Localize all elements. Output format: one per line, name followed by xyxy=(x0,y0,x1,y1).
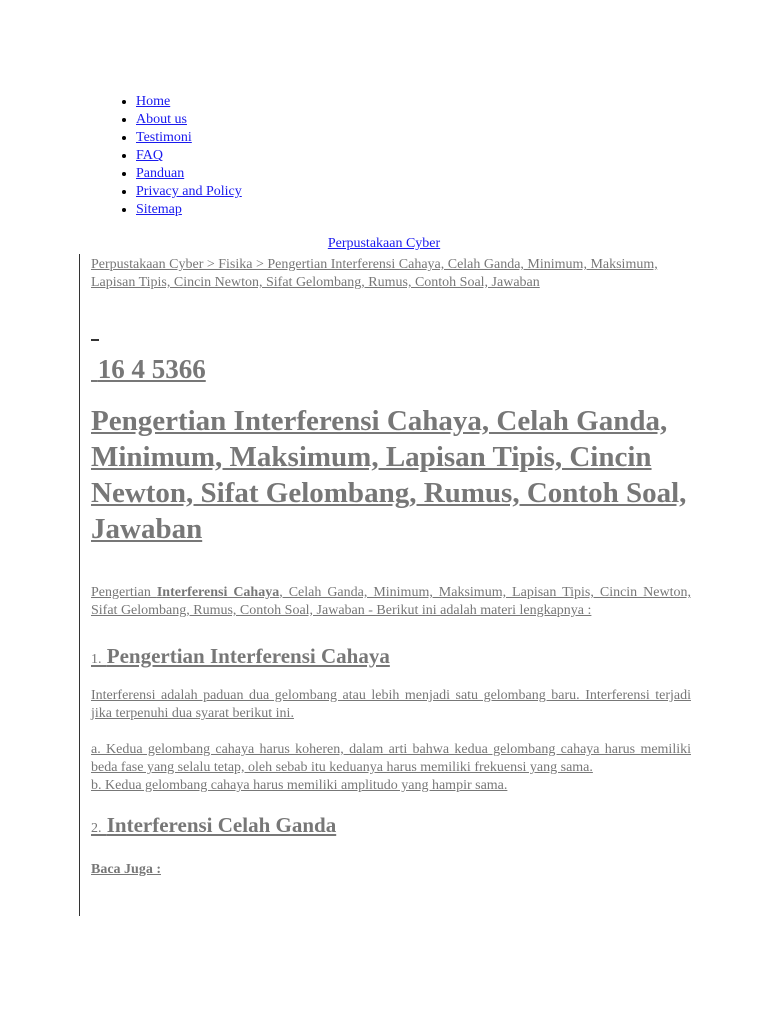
section-1-title: Pengertian Interferensi Cahaya xyxy=(106,644,390,668)
section-2-title: Interferensi Celah Ganda xyxy=(106,813,337,837)
top-nav xyxy=(96,93,242,219)
date-line xyxy=(91,354,691,385)
dash-line xyxy=(91,339,99,341)
section-1-paragraph: Interferensi adalah paduan dua gelombang atau lebih menjadi satu gelombang baru. Interferensi terjadi jika terpenuhi dua syarat berikut ini. xyxy=(91,688,691,721)
intro-bold: Interferensi Cahaya xyxy=(156,585,280,600)
nav-link-home[interactable]: Home xyxy=(136,94,171,109)
section-2-heading xyxy=(91,813,691,838)
nav-link-sitemap[interactable]: Sitemap xyxy=(136,202,182,217)
site-home-link[interactable]: Perpustakaan Cyber xyxy=(327,236,441,251)
nav-item-privacy xyxy=(136,183,242,201)
list-item-b: b. Kedua gelombang cahaya harus memiliki amplitudo yang hampir sama. xyxy=(91,778,508,793)
date-line-text: 16 4 5366 xyxy=(97,354,206,384)
nav-link-privacy[interactable]: Privacy and Policy xyxy=(136,184,242,199)
section-1-number: 1. xyxy=(91,652,102,667)
nav-item-faq xyxy=(136,147,242,165)
section-1-list xyxy=(91,741,691,795)
nav-link-testimoni[interactable]: Testimoni xyxy=(136,130,192,145)
article-content xyxy=(79,254,691,916)
breadcrumb[interactable]: Perpustakaan Cyber > Fisika > Pengertian Interferensi Cahaya, Celah Ganda, Minimum, Maksimum, Lapisan Tipis, Cincin Newton, Sifat Gelombang, Rumus, Contoh Soal, Jawaban xyxy=(91,257,658,290)
nav-item-sitemap xyxy=(136,201,242,219)
list-item-a: a. Kedua gelombang cahaya harus koheren, dalam arti bahwa kedua gelombang cahaya harus memiliki beda fase yang selalu tetap, oleh sebab itu keduanya harus memiliki frekuensi yang sama. xyxy=(91,742,691,775)
page-title[interactable]: Pengertian Interferensi Cahaya, Celah Ganda, Minimum, Maksimum, Lapisan Tipis, Cincin Newton, Sifat Gelombang, Rumus, Contoh Soal, Jawaban xyxy=(91,405,687,545)
nav-link-panduan[interactable]: Panduan xyxy=(136,166,185,181)
nav-link-faq[interactable]: FAQ xyxy=(136,148,163,163)
nav-item-panduan xyxy=(136,165,242,183)
intro-paragraph xyxy=(91,584,691,620)
nav-item-home xyxy=(136,93,242,111)
intro-rest: , Celah Ganda, Minimum, Maksimum, Lapisan Tipis, Cincin Newton, Sifat Gelombang, Rumus, Contoh Soal, Jawaban - Berikut ini adalah materi lengkapnya : xyxy=(91,585,691,618)
section-1-heading xyxy=(91,644,691,669)
baca-juga-label: Baca Juga : xyxy=(91,862,161,877)
nav-link-about[interactable]: About us xyxy=(136,112,187,127)
dash-marker xyxy=(91,330,691,340)
section-2-number: 2. xyxy=(91,821,102,836)
site-link-container xyxy=(0,236,768,252)
intro-prefix: Pengertian xyxy=(91,585,157,600)
nav-item-testimoni xyxy=(136,129,242,147)
nav-item-about xyxy=(136,111,242,129)
